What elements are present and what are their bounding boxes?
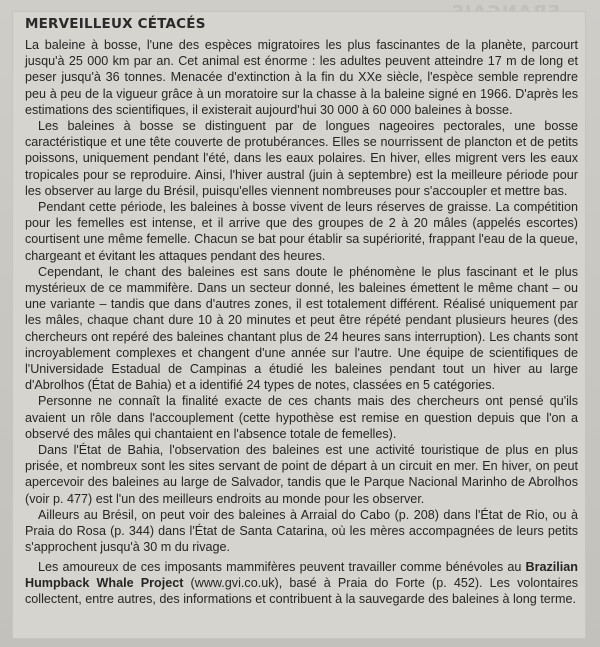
section-title: MERVEILLEUX CÉTACÉS xyxy=(25,16,206,32)
paragraph-6: Dans l'État de Bahia, l'observation des baleines est une activité touristique de plus en plus prisée, et nombreux sont les sites servant de point de départ à un circuit en mer. En hiver, on peut apercevoir des baleines au large de Salvador, tandis que le Parque Nacional Marinho de Abrolhos (voir p. 477) est l'un des meilleurs endroits au monde pour les observer. xyxy=(25,443,578,506)
paragraph-1: La baleine à bosse, l'une des espèces migratoires les plus fascinantes de la planète, parcourt jusqu'à 25 000 km par an. Cet animal est énorme : les adultes peuvent atteindre 17 m de long et peser jusqu'à 36 tonnes. Menacée d'extinction à la fin du XXe siècle, l'espèce semble reprendre peu à peu de la vigueur grâce à un moratoire sur la chasse à la baleine signé en 1966. D'après les estimations des scientifiques, il existerait aujourd'hui 30 000 à 60 000 baleines à bosse. xyxy=(25,38,578,117)
project-name: Brazilian Humpback Whale Project xyxy=(25,559,578,590)
paragraph-4: Cependant, le chant des baleines est sans doute le phénomène le plus fascinant et le plus mystérieux de ce mammifère. Dans un secteur donné, les baleines émettent le même chant – ou une variante – tandis que dans d'autres zones, il est totalement différent. Réalisé uniquement par les mâles, chaque chant dure 10 à 20 minutes et peut être répété pendant plusieurs heures (des chercheurs ont repéré des baleines chantant plus de 24 heures sans interruption). Les chants sont incroyablement complexes et changent d'une année sur l'autre. Une équipe de scientifiques de l'Universidade Estadual de Campinas a étudié les baleines pendant tout un hiver au large d'Abrolhos (État de Bahia) et a identifié 24 types de notes, classées en 5 catégories. xyxy=(25,264,578,393)
paragraph-7: Ailleurs au Brésil, on peut voir des baleines à Arraial do Cabo (p. 208) dans l'État de Rio, ou à Praia do Rosa (p. 344) dans l'État de Santa Catarina, où les mères accompagnées de leurs petits s'approchent jusqu'à 30 m du rivage. xyxy=(25,507,578,555)
paragraph-2: Les baleines à bosse se distinguent par de longues nageoires pectorales, une bosse caractéristique et une tête couverte de protubérances. Elles se nourrissent de plancton et de petits poissons, uniquement pendant l'été, dans les eaux polaires. En hiver, elles migrent vers les eaux tropicales pour se reproduire. Ainsi, l'hiver austral (juin à septembre) est la meilleure période pour les observer au large du Brésil, puisqu'elles viennent nombreuses pour s'accoupler et mettre bas. xyxy=(25,119,578,198)
paragraph-5: Personne ne connaît la finalité exacte de ces chants mais des chercheurs ont pensé qu'ils avaient un rôle dans l'accouplement (cette hypothèse est remise en question depuis que l'on a observé des mâles qui chantaient en l'absence totale de femelles). xyxy=(25,394,578,441)
paragraph-3: Pendant cette période, les baleines à bosse vivent de leurs réserves de graisse. La compétition pour les femelles est intense, et il arrive que des groupes de 2 à 20 mâles (appelés escortes) courtisent une même femelle. Chacun se bat pour établir sa supériorité, frappant l'eau de la queue, chargeant et évitant les attaques pendant des heures. xyxy=(25,200,578,263)
sidebar-box xyxy=(12,11,586,639)
paragraph-8 xyxy=(25,559,578,608)
paragraph-8-rest: (www.gvi.co.uk), basé à Praia do Forte (p. 452). Les volontaires collectent, entre autres, des informations et contribuent à la sauvegarde des baleines à long terme. xyxy=(25,575,578,606)
paragraph-8-intro: Les amoureux de ces imposants mammifères peuvent travailler comme bénévoles au xyxy=(38,559,526,574)
